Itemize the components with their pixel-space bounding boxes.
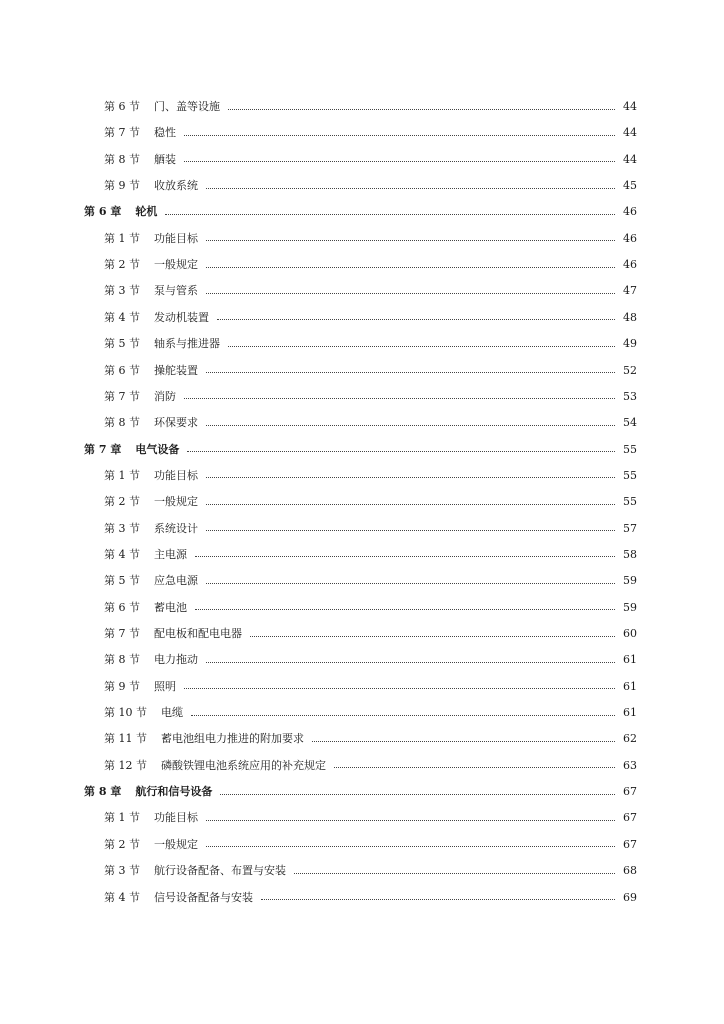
toc-entry-number: 第 7 节 (104, 627, 140, 640)
toc-section-row[interactable] (104, 756, 637, 776)
toc-entry-title: 照明 (154, 679, 176, 693)
toc-section-row[interactable] (104, 308, 637, 328)
dot-leader (220, 794, 615, 795)
toc-chapter-row[interactable] (84, 440, 637, 460)
dot-leader (206, 820, 615, 821)
toc-page-number: 61 (623, 706, 637, 720)
dot-leader (261, 899, 615, 900)
dot-leader (195, 609, 615, 610)
toc-section-row[interactable] (104, 808, 637, 828)
toc-page-number: 68 (623, 864, 637, 878)
toc-entry-number: 第 12 节 (104, 758, 147, 772)
dot-leader (206, 240, 615, 241)
dot-leader (184, 135, 615, 136)
dot-leader (228, 109, 615, 110)
dot-leader (217, 319, 615, 320)
toc-page-number: 48 (623, 310, 637, 324)
dot-leader (334, 767, 615, 768)
toc-entry-title: 一般规定 (154, 258, 198, 272)
toc-entry-number: 第 4 节 (104, 890, 140, 904)
toc-page-number: 67 (623, 837, 637, 851)
dot-leader (250, 636, 615, 637)
toc-chapter-row[interactable] (84, 782, 637, 802)
toc-section-row[interactable] (104, 150, 637, 170)
toc-section-row[interactable] (104, 729, 637, 749)
toc-page-number: 63 (623, 758, 637, 772)
dot-leader (206, 583, 615, 584)
toc-entry-title: 门、盖等设施 (154, 100, 220, 113)
toc-entry-number: 第 9 节 (104, 679, 140, 693)
toc-section-row[interactable] (104, 545, 637, 565)
toc-entry-title: 收放系统 (154, 179, 198, 193)
dot-leader (206, 267, 615, 268)
toc-entry-number: 第 8 节 (104, 653, 140, 667)
dot-leader (206, 425, 615, 426)
toc-entry-number: 第 5 节 (104, 337, 140, 351)
toc-section-row[interactable] (104, 413, 637, 433)
toc-section-row[interactable] (104, 677, 637, 697)
toc-entry-number: 第 7 节 (104, 389, 140, 403)
dot-leader (206, 293, 615, 294)
toc-entry-number: 第 4 节 (104, 310, 140, 324)
dot-leader (206, 662, 615, 663)
toc-section-row[interactable] (104, 387, 637, 407)
dot-leader (312, 741, 615, 742)
toc-entry-title: 一般规定 (154, 495, 198, 509)
toc-page-number: 44 (623, 100, 637, 113)
toc-page-number: 46 (623, 231, 637, 245)
toc-entry-number: 第 9 节 (104, 179, 140, 193)
toc-entry-number: 第 3 节 (104, 864, 140, 878)
dot-leader (184, 688, 615, 689)
toc-entry-title: 功能目标 (154, 468, 198, 482)
toc-entry-title: 系统设计 (154, 521, 198, 535)
toc-entry-number: 第 10 节 (104, 706, 147, 720)
toc-entry-title: 一般规定 (154, 837, 198, 851)
toc-page-number: 55 (623, 442, 637, 456)
toc-entry-title: 电力拖动 (154, 653, 198, 667)
toc-entry-number: 第 2 节 (104, 837, 140, 851)
toc-entry-title: 泵与管系 (154, 284, 198, 298)
toc-page-number: 67 (623, 785, 637, 799)
toc-entry-title: 发动机装置 (154, 310, 209, 324)
toc-entry-title: 信号设备配备与安装 (154, 890, 253, 904)
toc-entry-number: 第 6 节 (104, 100, 140, 113)
dot-leader (195, 556, 615, 557)
toc-entry-number: 第 6 节 (104, 600, 140, 614)
toc-entry-title: 电气设备 (135, 442, 180, 456)
toc-page-number: 45 (623, 179, 637, 193)
toc-section-row[interactable] (104, 334, 637, 354)
toc-entry-number: 第 3 节 (104, 521, 140, 535)
dot-leader (206, 188, 615, 189)
toc-entry-title: 轴系与推进器 (154, 337, 220, 351)
toc-entry-title: 稳性 (154, 126, 176, 140)
toc-entry-title: 蓄电池组电力推进的附加要求 (161, 732, 304, 746)
toc-section-row[interactable] (104, 703, 637, 723)
toc-page-number: 59 (623, 600, 637, 614)
toc-entry-number: 第 3 节 (104, 284, 140, 298)
toc-section-row[interactable] (104, 466, 637, 486)
dot-leader (187, 451, 615, 452)
toc-section-row[interactable] (104, 492, 637, 512)
toc-entry-title: 应急电源 (154, 574, 198, 588)
toc-page-number: 67 (623, 811, 637, 825)
dot-leader (206, 504, 615, 505)
toc-entry-title: 轮机 (135, 205, 158, 219)
toc-page-number: 61 (623, 653, 637, 667)
toc-entry-title: 电缆 (161, 706, 183, 720)
toc-chapter-row[interactable] (84, 202, 637, 222)
toc-entry-number: 第 2 节 (104, 258, 140, 272)
dot-leader (165, 214, 615, 215)
dot-leader (206, 846, 615, 847)
toc-page-number: 44 (623, 152, 637, 166)
toc-page-number: 69 (623, 890, 637, 904)
toc-entry-title: 环保要求 (154, 416, 198, 430)
toc-entry-number: 第 8 节 (104, 416, 140, 430)
toc-entry-number: 第 4 节 (104, 547, 140, 561)
toc-section-row[interactable] (104, 281, 637, 301)
toc-section-row[interactable] (104, 255, 637, 275)
toc-page-number: 61 (623, 679, 637, 693)
toc-page-number: 54 (623, 416, 637, 430)
toc-section-row[interactable] (104, 624, 637, 644)
toc-section-row[interactable] (104, 361, 637, 381)
toc-section-row[interactable] (104, 598, 637, 618)
toc-entry-title: 消防 (154, 389, 176, 403)
toc-section-row[interactable] (104, 861, 637, 881)
toc-page-number: 59 (623, 574, 637, 588)
dot-leader (184, 398, 615, 399)
toc-section-row[interactable] (104, 888, 637, 908)
toc-section-row[interactable] (104, 97, 637, 117)
toc-page-number: 47 (623, 284, 637, 298)
toc-entry-title: 配电板和配电电器 (154, 627, 242, 640)
toc-page-number: 52 (623, 363, 637, 377)
toc-page-number: 46 (623, 258, 637, 272)
toc-page-number: 60 (623, 627, 637, 640)
dot-leader (228, 346, 615, 347)
toc-page-number: 44 (623, 126, 637, 140)
toc-page-number: 58 (623, 547, 637, 561)
toc-section-row[interactable] (104, 571, 637, 591)
toc-section-row[interactable] (104, 650, 637, 670)
toc-section-row[interactable] (104, 229, 637, 249)
toc-entry-title: 航行和信号设备 (135, 785, 213, 799)
dot-leader (206, 372, 615, 373)
toc-entry-number: 第 7 节 (104, 126, 140, 140)
toc-entry-number: 第 7 章 (84, 442, 122, 456)
dot-leader (206, 530, 615, 531)
toc-entry-title: 蓄电池 (154, 600, 187, 614)
toc-entry-number: 第 1 节 (104, 468, 140, 482)
toc-entry-title: 功能目标 (154, 811, 198, 825)
toc-entry-number: 第 1 节 (104, 811, 140, 825)
toc-page-number: 62 (623, 732, 637, 746)
dot-leader (184, 161, 615, 162)
toc-entry-number: 第 5 节 (104, 574, 140, 588)
toc-section-row[interactable] (104, 835, 637, 855)
toc-entry-title: 舾装 (154, 152, 176, 166)
toc-page-number: 49 (623, 337, 637, 351)
toc-page-number: 55 (623, 495, 637, 509)
toc-page-number: 46 (623, 205, 637, 219)
dot-leader (206, 477, 615, 478)
toc-entry-title: 航行设备配备、布置与安装 (154, 864, 286, 878)
toc-entry-title: 磷酸铁锂电池系统应用的补充规定 (161, 758, 326, 772)
dot-leader (294, 873, 615, 874)
toc-entry-number: 第 6 章 (84, 205, 122, 219)
toc-page-number: 57 (623, 521, 637, 535)
toc-entry-number: 第 8 章 (84, 785, 122, 799)
toc-section-row[interactable] (104, 519, 637, 539)
toc-entry-title: 功能目标 (154, 231, 198, 245)
toc-entry-number: 第 11 节 (104, 732, 147, 746)
toc-section-row[interactable] (104, 176, 637, 196)
toc-entry-number: 第 2 节 (104, 495, 140, 509)
toc-entry-title: 主电源 (154, 547, 187, 561)
toc-entry-number: 第 8 节 (104, 152, 140, 166)
dot-leader (191, 715, 615, 716)
toc-page-number: 55 (623, 468, 637, 482)
toc-entry-number: 第 6 节 (104, 363, 140, 377)
toc-entry-number: 第 1 节 (104, 231, 140, 245)
toc-entry-title: 操舵装置 (154, 363, 198, 377)
toc-section-row[interactable] (104, 123, 637, 143)
toc-page-number: 53 (623, 389, 637, 403)
